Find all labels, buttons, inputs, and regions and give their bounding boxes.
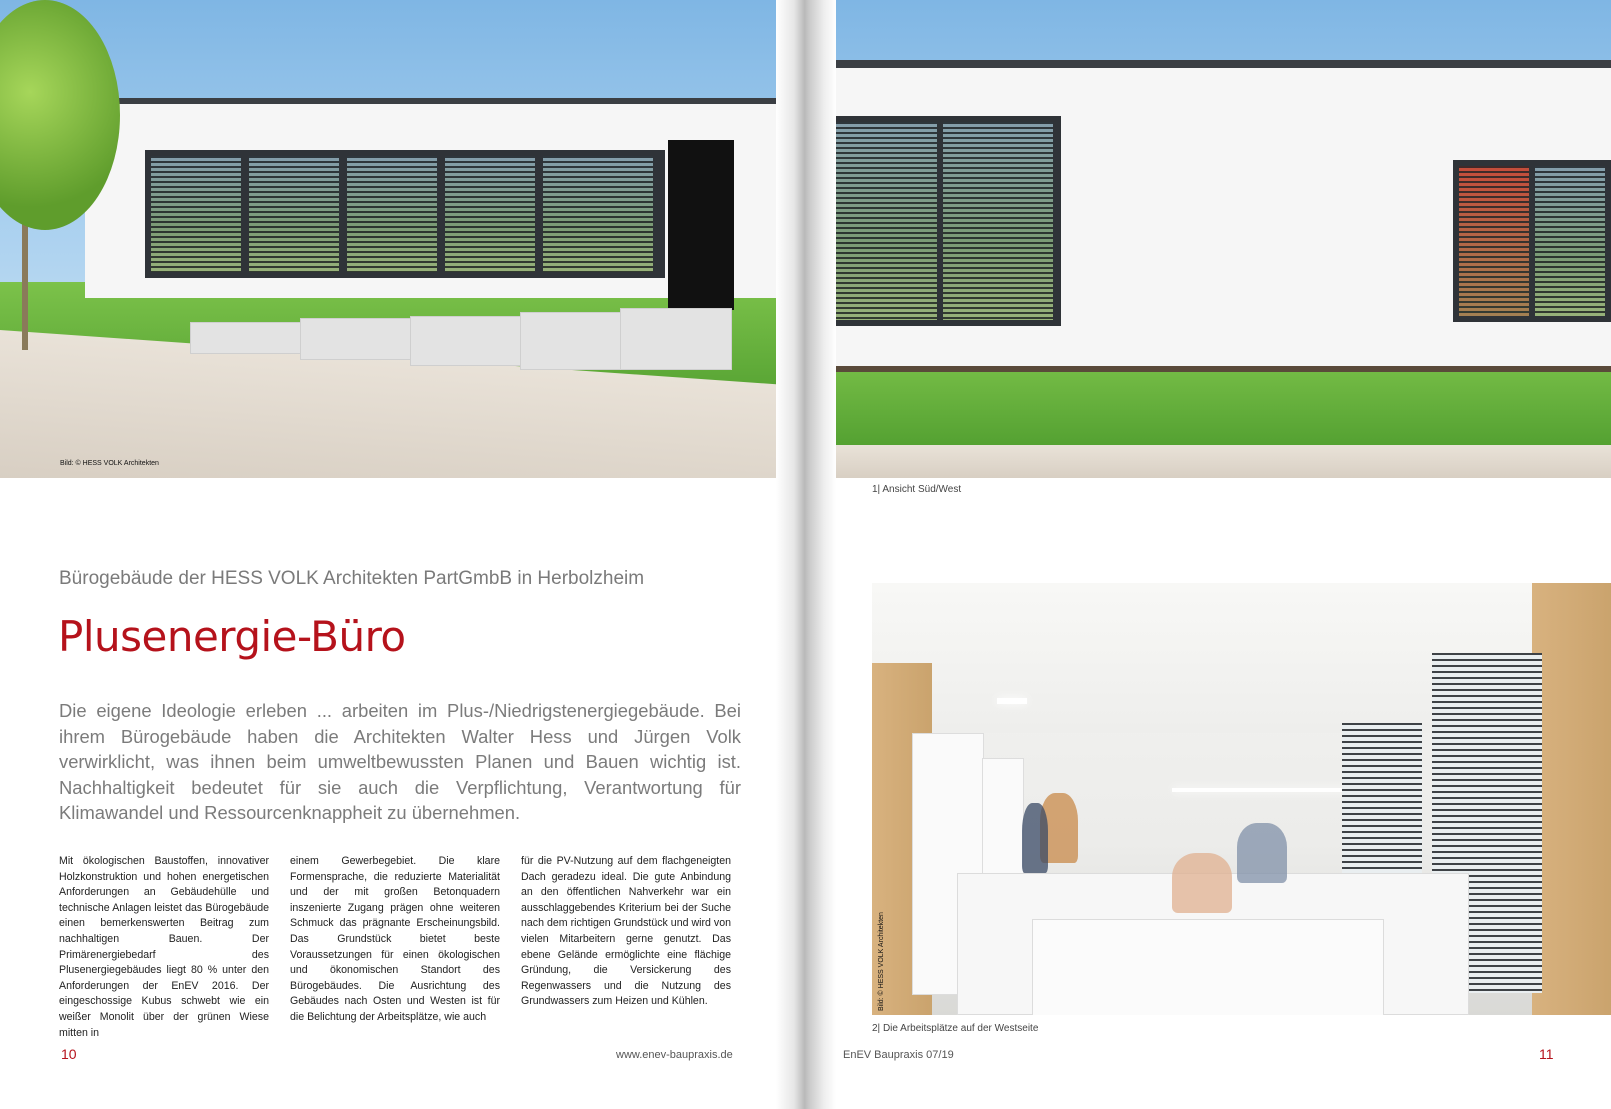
- article-lead: Die eigene Ideologie erleben ... arbeiten im Plus-/Niedrigstenergiegebäude. Bei ihrem Bürogebäude haben die Architekten Walter Hess und Jürgen Volk verwirklicht, was ihnen beim umweltbewussten Planen und Bauen wichtig ist. Nachhaltigkeit bedeutet für sie auch die Verpflichtung, Verantwortung für Klimawandel und Ressourcenknappheit zu übernehmen.: [59, 700, 741, 824]
- article-title: Plusenergie-Büro: [58, 612, 406, 661]
- body-column-1: Mit ökologischen Baustoffen, innovativer Holzkonstruktion und hohen energetischen Anforderungen an Gebäudehülle und technische Anlagen leistet das Bürogebäude einen bemerkenswerten Beitrag zum nachhaltigen Bauen. Der Primärenergiebedarf des Plusenergiegebäudes liegt 80 % unter den Anforderungen der EnEV 2016. Der eingeschossige Kubus schwebt wie ein weißer Monolit über der grünen Wiese mitten in: [59, 855, 269, 1039]
- footer-url: www.enev-baupraxis.de: [616, 1049, 733, 1061]
- exterior-photo-right: [821, 0, 1611, 478]
- article-kicker: Bürogebäude der HESS VOLK Architekten PartGmbB in Herbolzheim: [59, 568, 645, 589]
- spine-shadow: [776, 0, 836, 1109]
- footer-magazine: EnEV Baupraxis 07/19: [843, 1049, 954, 1061]
- page-number-right: 11: [1539, 1046, 1554, 1062]
- exterior-photo-left: [0, 0, 790, 478]
- photo-credit-2: Bild: © HESS VOLK Architekten: [878, 912, 885, 1011]
- photo-credit: Bild: © HESS VOLK Architekten: [60, 460, 159, 467]
- caption-1: 1| Ansicht Süd/West: [872, 484, 962, 495]
- body-column-3: für die PV-Nutzung auf dem flachgeneigten Dach geradezu ideal. Die gute Anbindung an den öffentlichen Nahverkehr war ein ausschlaggebendes Kriterium bei der Suche nach dem richtigen Grundstück und wird von vielen Mitarbeitern gerne genutzt. Das ebene Gelände ermöglichte eine flächige Gründung, die Versickerung des Regenwassers und die Nutzung des Grundwassers zum Heizen und Kühlen.: [521, 855, 731, 1008]
- page-number-left: 10: [61, 1046, 77, 1062]
- body-column-2: einem Gewerbegebiet. Die klare Formensprache, die reduzierte Materialität und der mit großen Betonquadern inszenierte Zugang prägen ohne weiteren Schmuck das prägnante Erscheinungsbild. Das Grundstück bietet beste Voraussetzungen für einen ökologischen und ökonomischen Standort des Bürogebäudes. Die Ausrichtung des Gebäudes nach Osten und Westen ist für die Belichtung der Arbeitsplätze, wie auch: [290, 855, 500, 1023]
- caption-2: 2| Die Arbeitsplätze auf der Westseite: [872, 1023, 1039, 1034]
- left-page: [0, 0, 790, 1109]
- interior-photo: [872, 583, 1611, 1015]
- right-page: [821, 0, 1611, 1109]
